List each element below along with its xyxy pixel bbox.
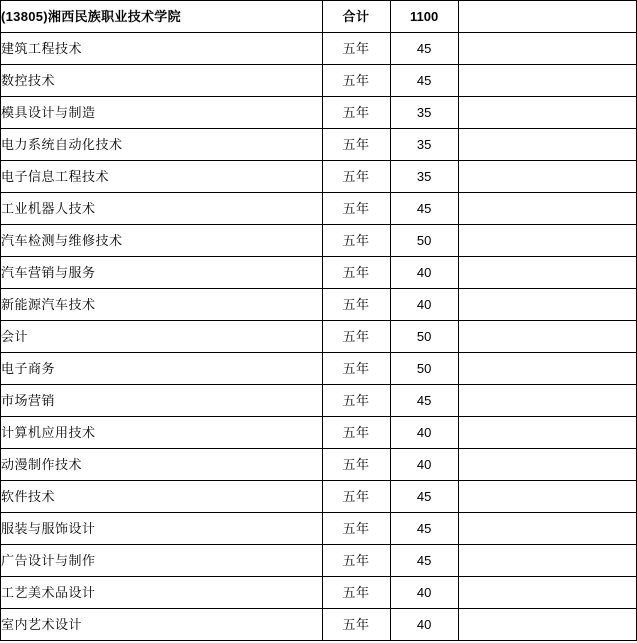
major-extra-cell bbox=[458, 577, 636, 609]
major-name-text: 工业机器人技术 bbox=[1, 200, 96, 216]
major-years-cell bbox=[322, 321, 390, 353]
major-extra-cell bbox=[458, 33, 636, 65]
major-name-text: 新能源汽车技术 bbox=[1, 296, 96, 312]
major-plan-text: 45 bbox=[416, 40, 432, 56]
major-extra-cell bbox=[458, 417, 636, 449]
major-years-text: 五年 bbox=[342, 40, 370, 56]
major-name-cell bbox=[1, 577, 323, 609]
major-plan-text: 45 bbox=[416, 520, 432, 536]
major-extra-cell bbox=[458, 161, 636, 193]
major-plan-cell bbox=[390, 577, 458, 609]
major-years-text: 五年 bbox=[342, 296, 370, 312]
major-years-text: 五年 bbox=[342, 328, 370, 344]
major-plan-cell bbox=[390, 545, 458, 577]
major-name-cell bbox=[1, 161, 323, 193]
major-name-cell bbox=[1, 545, 323, 577]
major-years-text: 五年 bbox=[342, 552, 370, 568]
major-extra-cell bbox=[458, 129, 636, 161]
major-plan-text: 45 bbox=[416, 488, 432, 504]
school-name-cell bbox=[1, 1, 323, 33]
major-plan-text: 40 bbox=[416, 264, 432, 280]
major-plan-cell bbox=[390, 257, 458, 289]
major-name-cell bbox=[1, 65, 323, 97]
major-name-cell bbox=[1, 609, 323, 641]
major-name-text: 模具设计与制造 bbox=[1, 104, 96, 120]
major-plan-cell bbox=[390, 481, 458, 513]
major-years-cell bbox=[322, 97, 390, 129]
table-row bbox=[1, 257, 637, 289]
major-years-cell bbox=[322, 353, 390, 385]
major-name-cell bbox=[1, 225, 323, 257]
table-row bbox=[1, 33, 637, 65]
school-total-label-cell bbox=[322, 1, 390, 33]
major-name-cell bbox=[1, 385, 323, 417]
table-row bbox=[1, 513, 637, 545]
major-years-cell bbox=[322, 193, 390, 225]
table-row bbox=[1, 545, 637, 577]
major-extra-cell bbox=[458, 289, 636, 321]
table-row bbox=[1, 481, 637, 513]
major-plan-cell bbox=[390, 225, 458, 257]
major-name-cell bbox=[1, 193, 323, 225]
major-years-cell bbox=[322, 129, 390, 161]
major-plan-text: 50 bbox=[416, 360, 432, 376]
major-years-text: 五年 bbox=[342, 520, 370, 536]
major-years-text: 五年 bbox=[342, 264, 370, 280]
major-plan-cell bbox=[390, 65, 458, 97]
major-name-text: 动漫制作技术 bbox=[1, 456, 83, 472]
major-plan-cell bbox=[390, 289, 458, 321]
table-row bbox=[1, 577, 637, 609]
major-extra-cell bbox=[458, 97, 636, 129]
major-years-text: 五年 bbox=[342, 616, 370, 632]
major-name-cell bbox=[1, 417, 323, 449]
major-years-cell bbox=[322, 577, 390, 609]
major-extra-cell bbox=[458, 321, 636, 353]
school-total-label-text: 合计 bbox=[342, 8, 370, 24]
table-row bbox=[1, 289, 637, 321]
major-extra-cell bbox=[458, 513, 636, 545]
school-extra-cell bbox=[458, 1, 636, 33]
major-name-cell bbox=[1, 97, 323, 129]
major-years-cell bbox=[322, 417, 390, 449]
major-years-cell bbox=[322, 289, 390, 321]
major-years-cell bbox=[322, 481, 390, 513]
table-row bbox=[1, 193, 637, 225]
major-name-cell bbox=[1, 481, 323, 513]
major-plan-text: 45 bbox=[416, 72, 432, 88]
major-plan-cell bbox=[390, 385, 458, 417]
major-years-text: 五年 bbox=[342, 136, 370, 152]
major-extra-cell bbox=[458, 481, 636, 513]
major-plan-cell bbox=[390, 321, 458, 353]
major-name-text: 市场营销 bbox=[1, 392, 56, 408]
major-plan-cell bbox=[390, 97, 458, 129]
major-name-text: 建筑工程技术 bbox=[1, 40, 83, 56]
major-plan-cell bbox=[390, 513, 458, 545]
major-name-text: 电子信息工程技术 bbox=[1, 168, 110, 184]
table-row bbox=[1, 353, 637, 385]
major-plan-text: 35 bbox=[416, 104, 432, 120]
major-plan-cell bbox=[390, 609, 458, 641]
major-name-text: 会计 bbox=[1, 328, 29, 344]
table-body bbox=[1, 1, 637, 641]
school-name-text: (13805)湘西民族职业技术学院 bbox=[1, 8, 181, 24]
major-plan-text: 45 bbox=[416, 392, 432, 408]
table-row bbox=[1, 225, 637, 257]
major-years-cell bbox=[322, 161, 390, 193]
school-summary-row bbox=[1, 1, 637, 33]
major-years-text: 五年 bbox=[342, 72, 370, 88]
school-total-plan-text: 1100 bbox=[410, 8, 439, 24]
major-name-text: 工艺美术品设计 bbox=[1, 584, 96, 600]
major-years-text: 五年 bbox=[342, 584, 370, 600]
major-extra-cell bbox=[458, 193, 636, 225]
major-years-text: 五年 bbox=[342, 456, 370, 472]
major-years-cell bbox=[322, 545, 390, 577]
major-name-cell bbox=[1, 449, 323, 481]
major-plan-text: 40 bbox=[416, 296, 432, 312]
major-extra-cell bbox=[458, 385, 636, 417]
major-name-text: 电力系统自动化技术 bbox=[1, 136, 123, 152]
major-years-text: 五年 bbox=[342, 168, 370, 184]
major-extra-cell bbox=[458, 545, 636, 577]
major-extra-cell bbox=[458, 609, 636, 641]
major-plan-cell bbox=[390, 33, 458, 65]
major-name-cell bbox=[1, 33, 323, 65]
major-plan-cell bbox=[390, 353, 458, 385]
major-plan-cell bbox=[390, 193, 458, 225]
major-extra-cell bbox=[458, 65, 636, 97]
major-plan-text: 50 bbox=[416, 328, 432, 344]
major-plan-text: 45 bbox=[416, 200, 432, 216]
major-name-cell bbox=[1, 513, 323, 545]
table-row bbox=[1, 97, 637, 129]
major-name-text: 数控技术 bbox=[1, 72, 56, 88]
major-plan-cell bbox=[390, 449, 458, 481]
major-years-cell bbox=[322, 225, 390, 257]
major-plan-text: 35 bbox=[416, 168, 432, 184]
major-name-text: 汽车营销与服务 bbox=[1, 264, 96, 280]
major-years-text: 五年 bbox=[342, 488, 370, 504]
major-years-text: 五年 bbox=[342, 104, 370, 120]
major-plan-cell bbox=[390, 129, 458, 161]
table-row bbox=[1, 161, 637, 193]
major-extra-cell bbox=[458, 353, 636, 385]
major-plan-cell bbox=[390, 161, 458, 193]
major-name-text: 汽车检测与维修技术 bbox=[1, 232, 123, 248]
major-name-text: 软件技术 bbox=[1, 488, 56, 504]
major-extra-cell bbox=[458, 449, 636, 481]
major-years-text: 五年 bbox=[342, 392, 370, 408]
major-plan-text: 40 bbox=[416, 424, 432, 440]
major-plan-text: 45 bbox=[416, 552, 432, 568]
major-plan-text: 40 bbox=[416, 616, 432, 632]
major-years-cell bbox=[322, 65, 390, 97]
major-name-text: 室内艺术设计 bbox=[1, 616, 83, 632]
table-row bbox=[1, 65, 637, 97]
major-name-cell bbox=[1, 289, 323, 321]
school-total-plan-cell bbox=[390, 1, 458, 33]
major-plan-text: 35 bbox=[416, 136, 432, 152]
major-years-text: 五年 bbox=[342, 360, 370, 376]
major-years-text: 五年 bbox=[342, 232, 370, 248]
major-years-cell bbox=[322, 609, 390, 641]
major-name-text: 计算机应用技术 bbox=[1, 424, 96, 440]
table-row bbox=[1, 449, 637, 481]
major-extra-cell bbox=[458, 225, 636, 257]
table-row bbox=[1, 417, 637, 449]
major-plan-text: 40 bbox=[416, 584, 432, 600]
major-name-cell bbox=[1, 257, 323, 289]
major-extra-cell bbox=[458, 257, 636, 289]
major-years-cell bbox=[322, 513, 390, 545]
major-years-cell bbox=[322, 257, 390, 289]
major-years-cell bbox=[322, 33, 390, 65]
major-name-text: 电子商务 bbox=[1, 360, 56, 376]
major-plan-cell bbox=[390, 417, 458, 449]
table-row bbox=[1, 609, 637, 641]
table-row bbox=[1, 129, 637, 161]
major-plan-text: 40 bbox=[416, 456, 432, 472]
table-row bbox=[1, 385, 637, 417]
major-name-cell bbox=[1, 321, 323, 353]
major-name-text: 服装与服饰设计 bbox=[1, 520, 96, 536]
table-row bbox=[1, 321, 637, 353]
major-plan-text: 50 bbox=[416, 232, 432, 248]
major-years-cell bbox=[322, 385, 390, 417]
major-years-text: 五年 bbox=[342, 424, 370, 440]
major-years-text: 五年 bbox=[342, 200, 370, 216]
major-name-text: 广告设计与制作 bbox=[1, 552, 96, 568]
major-name-cell bbox=[1, 129, 323, 161]
major-years-cell bbox=[322, 449, 390, 481]
major-name-cell bbox=[1, 353, 323, 385]
